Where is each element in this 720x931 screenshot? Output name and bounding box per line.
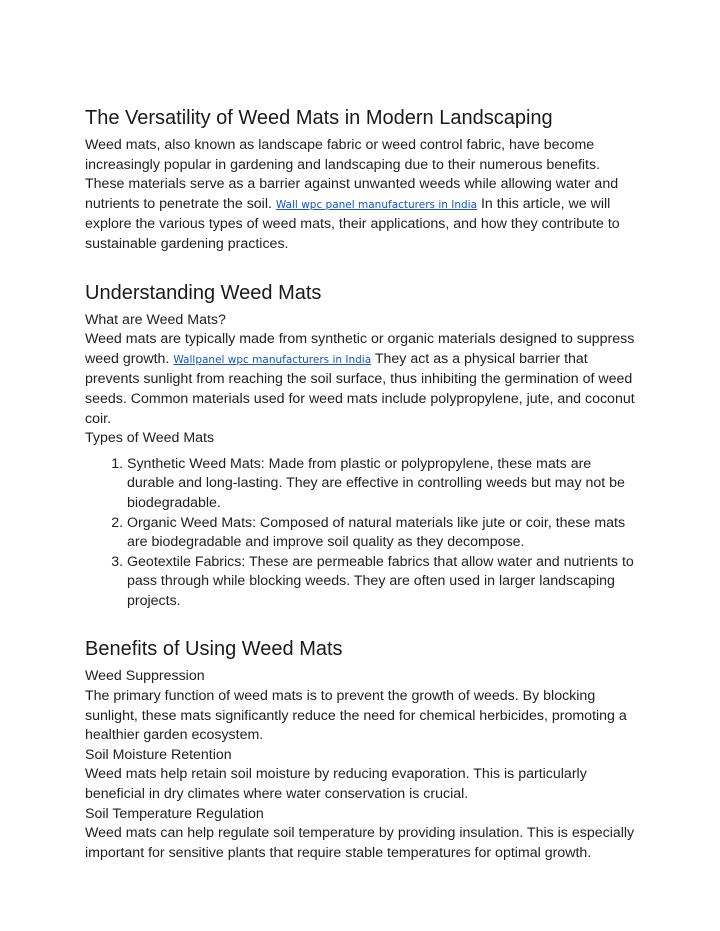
types-list bbox=[85, 455, 640, 612]
understanding-text: Weed mats are typically made from synthetic or organic materials designed to suppress weed growth. bbox=[85, 331, 635, 367]
intro-paragraph bbox=[85, 136, 640, 255]
subheading-what-are: What are Weed Mats? bbox=[85, 311, 226, 328]
section-heading-understanding: Understanding Weed Mats bbox=[85, 281, 322, 304]
benefit-text-temperature: Weed mats can help regulate soil temperature by providing insulation. This is especially important for sensitive plants that require stable temperatures for optimal growth. bbox=[85, 825, 635, 861]
document-page bbox=[85, 104, 640, 863]
intro-text-continued: In this article, we will explore the various types of weed mats, their applications, and how they contribute to sustainable gardening practices. bbox=[85, 195, 620, 252]
list-item: 2. Organic Weed Mats: Composed of natural materials like jute or coir, these mats are biodegradable and improve soil quality as they decompose. bbox=[127, 514, 640, 553]
benefit-title-weed-suppression: Weed Suppression bbox=[85, 668, 205, 685]
document-title: The Versatility of Weed Mats in Modern Landscaping bbox=[85, 107, 553, 129]
benefit-title-temperature: Soil Temperature Regulation bbox=[85, 805, 264, 822]
benefit-text-moisture: Weed mats help retain soil moisture by reducing evaporation. This is particularly beneficial in dry climates where water conservation is crucial. bbox=[85, 766, 587, 803]
intro-text: Weed mats, also known as landscape fabric or weed control fabric, have become increasingly popular in gardening and landscaping due to their numerous benefits. These materials serve as a barrier against unwanted weeds while allowing water and nutrients to penetrate the soil. bbox=[85, 137, 619, 212]
benefit-text-weed-suppression: The primary function of weed mats is to prevent the growth of weeds. By blocking sunlight, these mats significantly reduce the need for chemical herbicides, promoting a healthier garden ecosystem. bbox=[85, 688, 627, 744]
benefit-title-moisture: Soil Moisture Retention bbox=[85, 746, 232, 763]
intro-link[interactable]: Wall wpc panel manufacturers in India bbox=[275, 198, 478, 211]
understanding-link[interactable]: Wallpanel wpc manufacturers in India bbox=[173, 353, 372, 366]
subheading-types: Types of Weed Mats bbox=[85, 430, 215, 447]
list-item: 1. Synthetic Weed Mats: Made from plastic or polypropylene, these mats are durable and long-lasting. They are effective in controlling weeds but may not be biodegradable. bbox=[127, 455, 640, 514]
understanding-text-continued: They act as a physical barrier that prevents sunlight from reaching the soil surface, thus inhibiting the germination of weed seeds. Common materials used for weed mats include polypropylene, jute, and coconut coir. bbox=[85, 350, 635, 427]
understanding-paragraph bbox=[85, 330, 640, 429]
list-item: 3. Geotextile Fabrics: These are permeable fabrics that allow water and nutrients to pass through while blocking weeds. They are often used in larger landscaping projects. bbox=[127, 553, 640, 612]
section-heading-benefits: Benefits of Using Weed Mats bbox=[85, 638, 343, 661]
